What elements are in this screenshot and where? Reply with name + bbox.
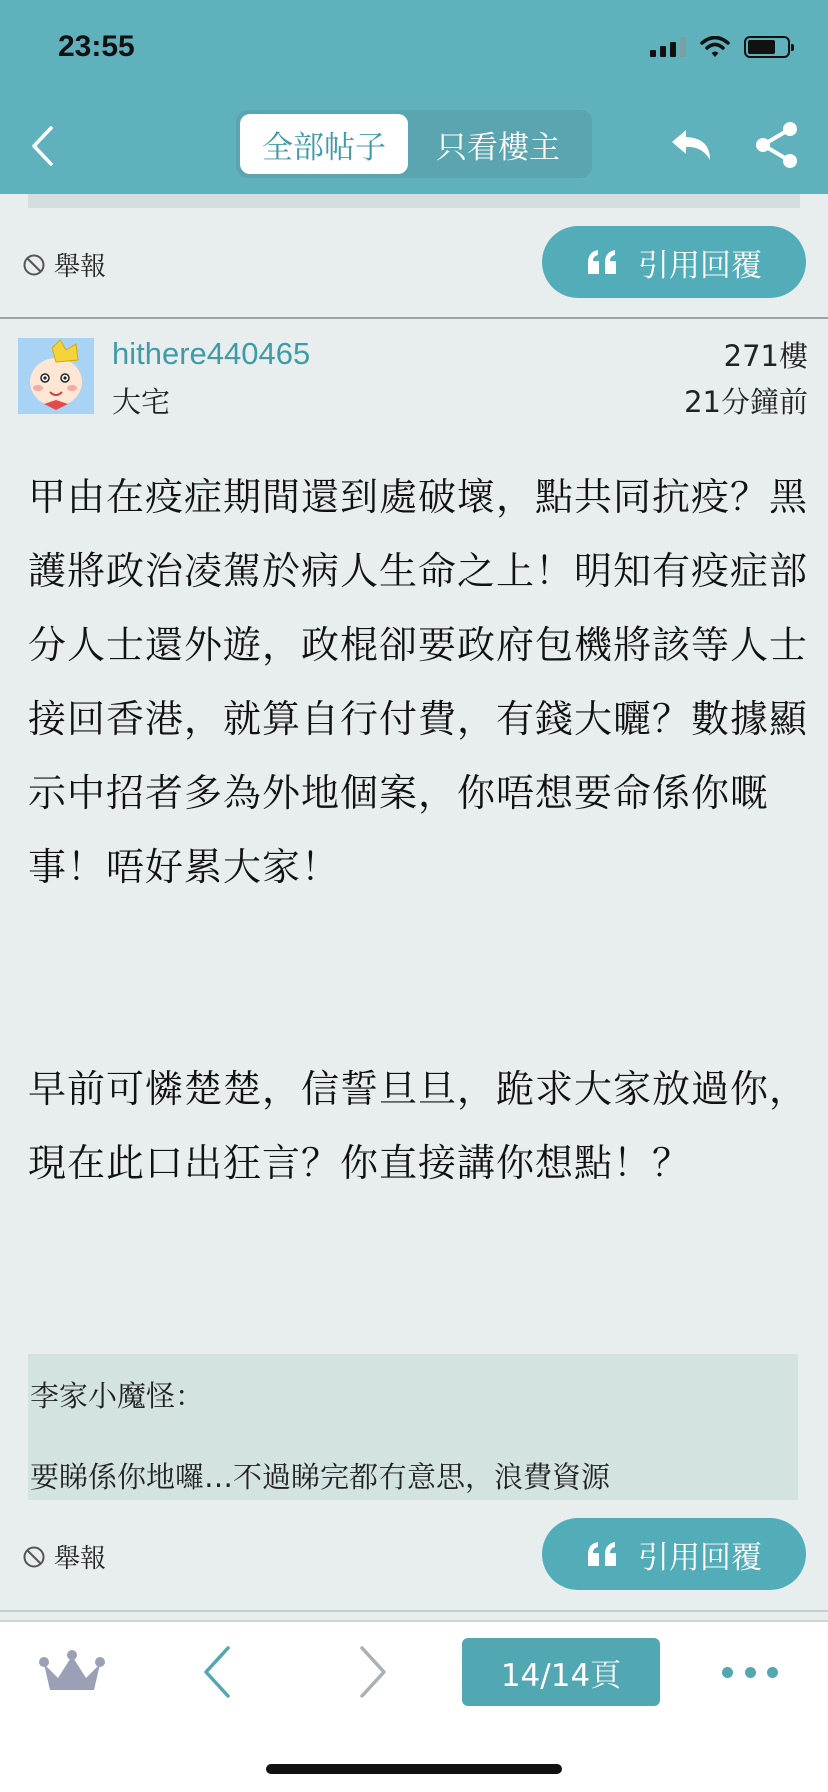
signal-icon	[650, 37, 686, 57]
avatar[interactable]	[18, 338, 94, 414]
quote-author: 李家小魔怪：	[30, 1379, 205, 1413]
quote-reply-button[interactable]	[542, 1518, 806, 1590]
quote-reply-label: 引用回覆	[638, 1539, 762, 1576]
floor-number: 271樓	[723, 339, 808, 373]
tab-all-posts[interactable]: 全部帖子	[240, 114, 408, 174]
app-header	[0, 0, 828, 194]
report-label: 舉報	[54, 1544, 107, 1574]
status-icons	[650, 36, 790, 58]
tab-op-only[interactable]: 只看樓主	[436, 129, 560, 166]
post-divider	[0, 1610, 828, 1612]
wifi-icon	[700, 36, 730, 58]
baby-king-avatar-icon	[18, 338, 94, 414]
username[interactable]: hithere440465	[112, 336, 311, 371]
post-filter-tabs	[236, 110, 592, 178]
ban-icon	[22, 1545, 46, 1569]
report-button[interactable]	[22, 246, 106, 283]
page-selector-button[interactable]: 14/14頁	[462, 1638, 660, 1706]
report-button[interactable]	[22, 1538, 106, 1575]
more-icon[interactable]	[722, 1652, 778, 1692]
prev-page-icon[interactable]	[198, 1644, 238, 1700]
reply-icon[interactable]	[668, 120, 718, 170]
quote-icon	[586, 1540, 620, 1568]
next-page-icon[interactable]	[352, 1644, 392, 1700]
back-button[interactable]	[22, 120, 62, 172]
ban-icon	[22, 253, 46, 277]
report-label: 舉報	[54, 252, 107, 282]
quote-reply-label: 引用回覆	[638, 247, 762, 284]
user-rank: 大宅	[112, 385, 171, 419]
post-actions	[0, 1518, 828, 1590]
post-body	[28, 460, 808, 1200]
quote-reply-button[interactable]	[542, 226, 806, 298]
back-chevron-icon	[30, 125, 54, 167]
home-indicator	[266, 1764, 562, 1774]
prev-post-actions	[0, 226, 828, 298]
previous-post-strip	[28, 194, 800, 208]
post-paragraph: 早前可憐楚楚，信誓旦旦，跪求大家放過你，現在此口出狂言？你直接講你想點！？	[28, 1067, 809, 1185]
crown-icon[interactable]	[38, 1648, 106, 1698]
share-icon[interactable]	[754, 120, 800, 170]
post-header	[0, 318, 828, 428]
post-paragraph: 甲由在疫症期間還到處破壞，點共同抗疫？黑護將政治凌駕於病人生命之上！明知有疫症部分人士還外遊，政棍卻要政府包機將該等人士接回香港，就算自行付費，有錢大曬？數據顯示中招者多為外地個案，你唔想要命係你嘅事！唔好累大家！	[28, 475, 809, 889]
quoted-reply	[28, 1354, 798, 1500]
quote-icon	[586, 248, 620, 276]
battery-icon	[744, 36, 790, 58]
post-time: 21分鐘前	[684, 385, 808, 419]
status-time: 23:55	[58, 30, 135, 63]
quote-text: 要睇係你地囉…不過睇完都冇意思，浪費資源	[30, 1460, 611, 1494]
